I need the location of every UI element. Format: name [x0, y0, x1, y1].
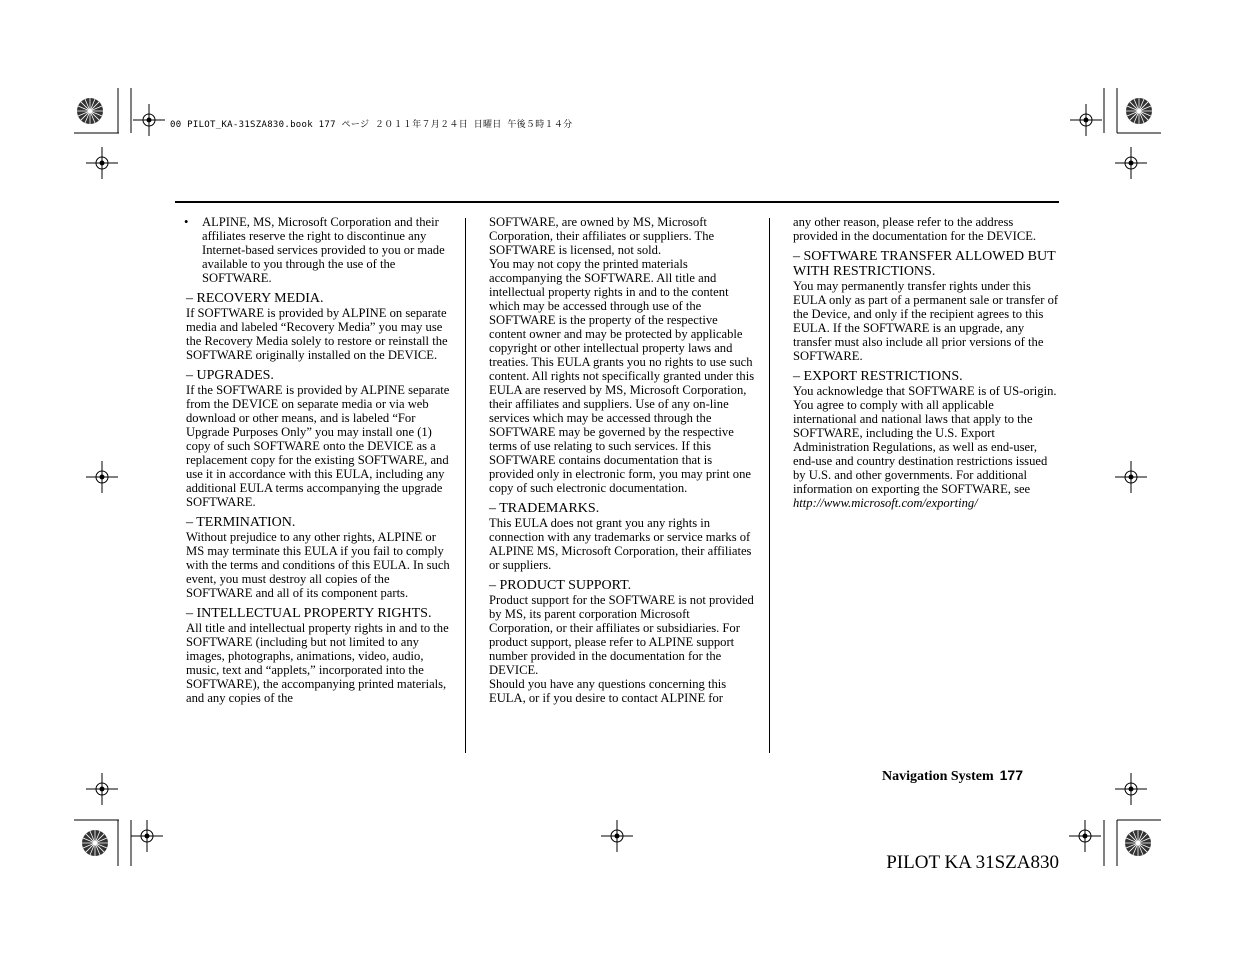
footer-section-label: Navigation System — [882, 769, 994, 784]
section-title: – PRODUCT SUPPORT. — [489, 578, 632, 593]
registration-crosshair-icon — [133, 104, 165, 136]
registration-crosshair-icon — [1115, 147, 1147, 179]
section-body: Without prejudice to any other rights, ALPINE or MS may terminate this EULA if you fail to comply with the terms and conditions of this EULA. In such event, you must destroy all copies of the SOFTWARE and all of its component parts. — [186, 530, 450, 600]
section-body — [793, 384, 1059, 510]
print-header: 00 PILOT_KA-31SZA830.book 177 ページ ２０１１年７月２４日 日曜日 午後５時１４分 — [170, 120, 573, 130]
section-body: Product support for the SOFTWARE is not provided by MS, its parent corporation Microsoft Corporation, or their affiliates or subsidiaries. For product support, please refer to ALPINE support number provided in the documentation for the DEVICE. — [489, 593, 754, 677]
section-upgrades — [186, 368, 452, 509]
section-title: – RECOVERY MEDIA. — [186, 291, 324, 306]
registration-burst-icon — [77, 98, 103, 124]
section-body: Should you have any questions concerning this EULA, or if you desire to contact ALPINE for — [489, 677, 727, 705]
bullet-text: ALPINE, MS, Microsoft Corporation and their affiliates reserve the right to discontinue any Internet-based services provided to you or made available to you through the use of the SOFTWARE. — [202, 215, 445, 285]
section-intellectual-property — [186, 606, 452, 705]
registration-crosshair-icon — [1115, 461, 1147, 493]
export-url-link[interactable]: http://www.microsoft.com/exporting/ — [793, 496, 978, 510]
page-number: 177 — [999, 767, 1023, 783]
export-body-text: You acknowledge that SOFTWARE is of US-origin. You agree to comply with all applicable international and national laws that apply to the SOFTWARE, including the U.S. Export Administration Regulations, as well as end-user, end-use and country destination restrictions issued by U.S. and other governments. For additional information on exporting the SOFTWARE, see — [793, 384, 1057, 496]
registration-crosshair-icon — [86, 773, 118, 805]
column-3 — [793, 215, 1059, 510]
section-software-transfer — [793, 249, 1059, 363]
registration-crosshair-icon — [86, 461, 118, 493]
bullet-item — [184, 215, 452, 285]
column-divider — [769, 218, 770, 753]
section-title: – INTELLECTUAL PROPERTY RIGHTS. — [186, 606, 432, 621]
section-body: You may not copy the printed materials accompanying the SOFTWARE. All title and intellectual property rights in and to the content which may be accessed through use of the SOFTWARE is the property of the respective content owner and may be protected by applicable copyright or other intellectual property laws and treaties. This EULA grants you no rights to use such content. All rights not specifically granted under this EULA are reserved by MS, Microsoft Corporation, their affiliates and suppliers. Use of any on-line services which may be accessed through the SOFTWARE may be governed by the respective terms of use relating to such services. If this SOFTWARE contains documentation that is provided only in electronic form, you may print one copy of such electronic documentation. — [489, 257, 755, 495]
model-code: PILOT KA 31SZA830 — [886, 852, 1059, 873]
registration-crosshair-icon — [601, 820, 633, 852]
section-body: You may permanently transfer rights under this EULA only as part of a permanent sale or transfer of the Device, and only if the recipient agrees to this EULA. If the SOFTWARE is an upgrade, any transfer must also include all prior versions of the SOFTWARE. — [793, 279, 1059, 363]
section-body: This EULA does not grant you any rights in connection with any trademarks or service marks of ALPINE MS, Microsoft Corporation, their affiliates or suppliers. — [489, 516, 752, 572]
section-support-continued — [793, 215, 1059, 243]
registration-burst-icon — [1125, 830, 1151, 856]
section-termination — [186, 515, 452, 600]
section-body: All title and intellectual property rights in and to the SOFTWARE (including but not limited to any images, photographs, animations, video, audio, music, text and “applets,” incorporated into the SOFTWARE), the accompanying printed materials, and any copies of the — [186, 621, 449, 705]
registration-crosshair-icon — [86, 147, 118, 179]
column-divider — [465, 218, 466, 753]
section-title: – EXPORT RESTRICTIONS. — [793, 369, 963, 384]
registration-burst-icon — [82, 830, 108, 856]
column-2 — [489, 215, 755, 705]
section-title: – TERMINATION. — [186, 515, 296, 530]
section-body: SOFTWARE, are owned by MS, Microsoft Corporation, their affiliates or suppliers. The SOFTWARE is licensed, not sold. — [489, 215, 715, 257]
column-1 — [186, 215, 452, 705]
section-title: – UPGRADES. — [186, 368, 274, 383]
section-recovery-media — [186, 291, 452, 362]
header-rule — [175, 201, 1059, 203]
registration-crosshair-icon — [1070, 104, 1102, 136]
section-trademarks — [489, 501, 755, 572]
section-title: – TRADEMARKS. — [489, 501, 600, 516]
section-product-support — [489, 578, 755, 705]
section-body: If the SOFTWARE is provided by ALPINE separate from the DEVICE on separate media or via web download or other means, and is labeled “For Upgrade Purposes Only” you may install one (1) copy of such SOFTWARE onto the DEVICE as a replacement copy for the existing SOFTWARE, and use it in accordance with this EULA, including any additional EULA terms accompanying the upgrade SOFTWARE. — [186, 383, 450, 509]
registration-burst-icon — [1126, 98, 1152, 124]
section-body: If SOFTWARE is provided by ALPINE on separate media and labeled “Recovery Media” you may use the Recovery Media solely to restore or reinstall the SOFTWARE originally installed on the DEVICE. — [186, 306, 448, 362]
bullet-icon: • — [184, 215, 189, 229]
section-ip-continued — [489, 215, 755, 495]
section-title: – SOFTWARE TRANSFER ALLOWED BUT WITH RESTRICTIONS. — [793, 249, 1056, 279]
section-export-restrictions — [793, 369, 1059, 510]
registration-crosshair-icon — [1069, 820, 1101, 852]
registration-crosshair-icon — [1115, 773, 1147, 805]
section-body: any other reason, please refer to the address provided in the documentation for the DEVICE. — [793, 215, 1037, 243]
registration-crosshair-icon — [131, 820, 163, 852]
page-footer — [882, 767, 1023, 785]
